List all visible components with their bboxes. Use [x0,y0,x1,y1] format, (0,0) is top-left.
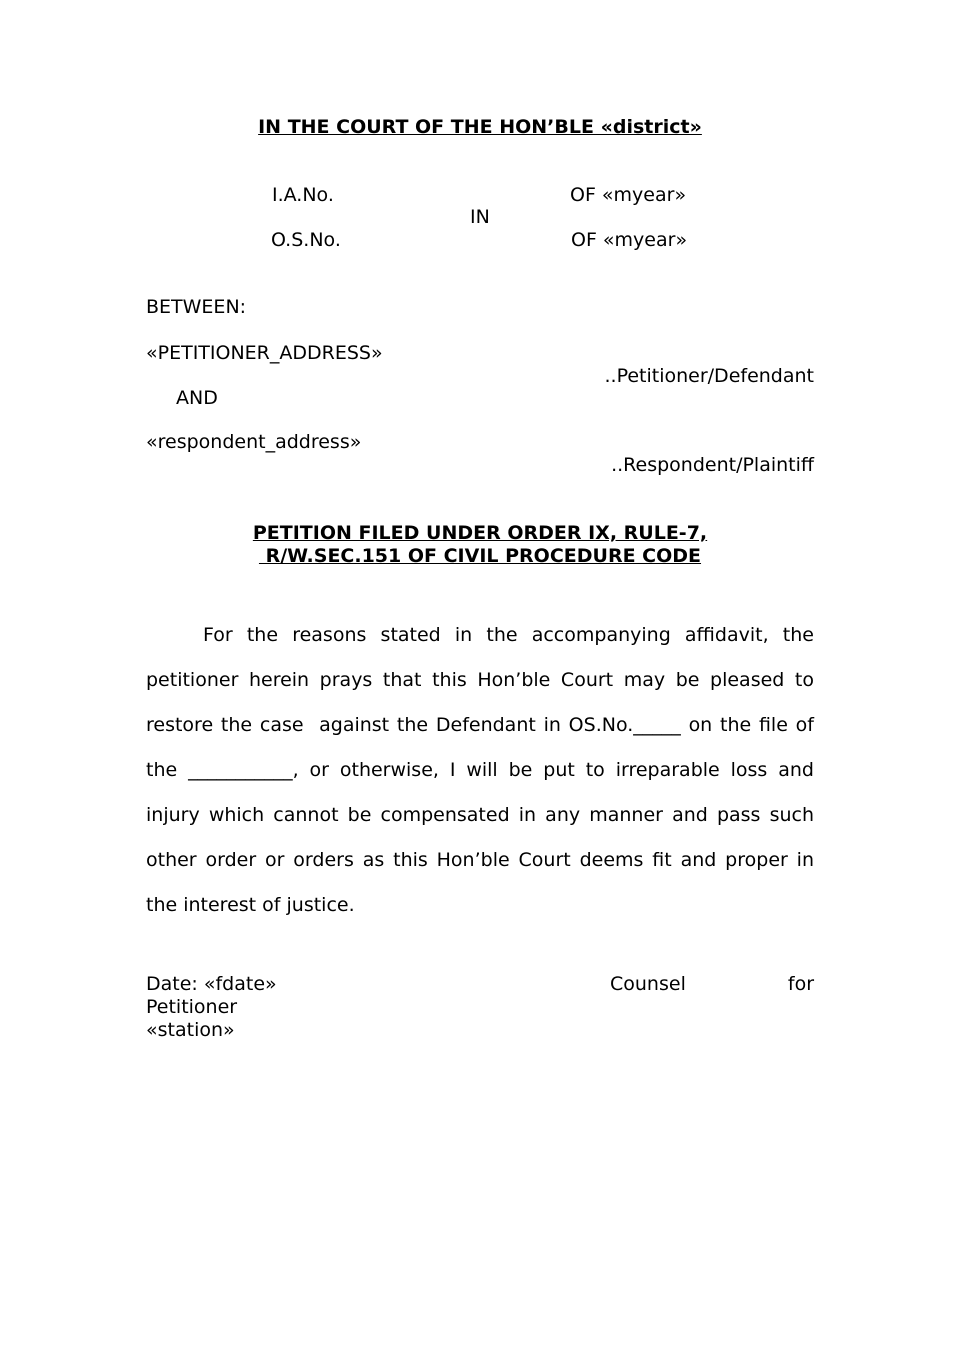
body-line-5: injury which cannot be compensated in any manner and pass such [146,804,814,826]
body-line-1: For the reasons stated in the accompanying affidavit, the [203,624,814,646]
court-heading: IN THE COURT OF THE HON’BLE «district» [258,116,702,138]
and-label: AND [176,387,218,409]
respondent-role: ..Respondent/Plaintiff [611,454,814,476]
petitioner-role: ..Petitioner/Defendant [604,365,814,387]
os-year: OF «myear» [571,229,688,251]
respondent-address: «respondent_address» [146,431,362,453]
petitioner-address: «PETITIONER_ADDRESS» [146,342,383,364]
date-line: Date: «fdate» [146,973,277,995]
for-word: for [787,973,814,995]
in-label: IN [470,206,490,228]
petition-title-line-2: R/W.SEC.151 OF CIVIL PROCEDURE CODE [258,545,702,567]
body-line-6: other order or orders as this Hon’ble Court deems fit and proper in [146,849,814,871]
body-line-7: the interest of justice. [146,894,355,916]
body-line-2: petitioner herein prays that this Hon’ble Court may be pleased to [146,669,814,691]
between-label: BETWEEN: [146,296,247,318]
station-line: «station» [146,1019,235,1041]
ia-year: OF «myear» [570,184,687,206]
petitioner-word: Petitioner [146,996,238,1018]
os-number-label: O.S.No. [271,229,341,251]
counsel-word: Counsel [610,973,686,995]
body-line-4: the ___________, or otherwise, I will be put to irreparable loss and [146,759,814,781]
petition-title-line-1: PETITION FILED UNDER ORDER IX, RULE-7, [252,522,708,544]
ia-number-label: I.A.No. [272,184,334,206]
body-line-3: restore the case against the Defendant in OS.No._____ on the file of [146,714,814,736]
